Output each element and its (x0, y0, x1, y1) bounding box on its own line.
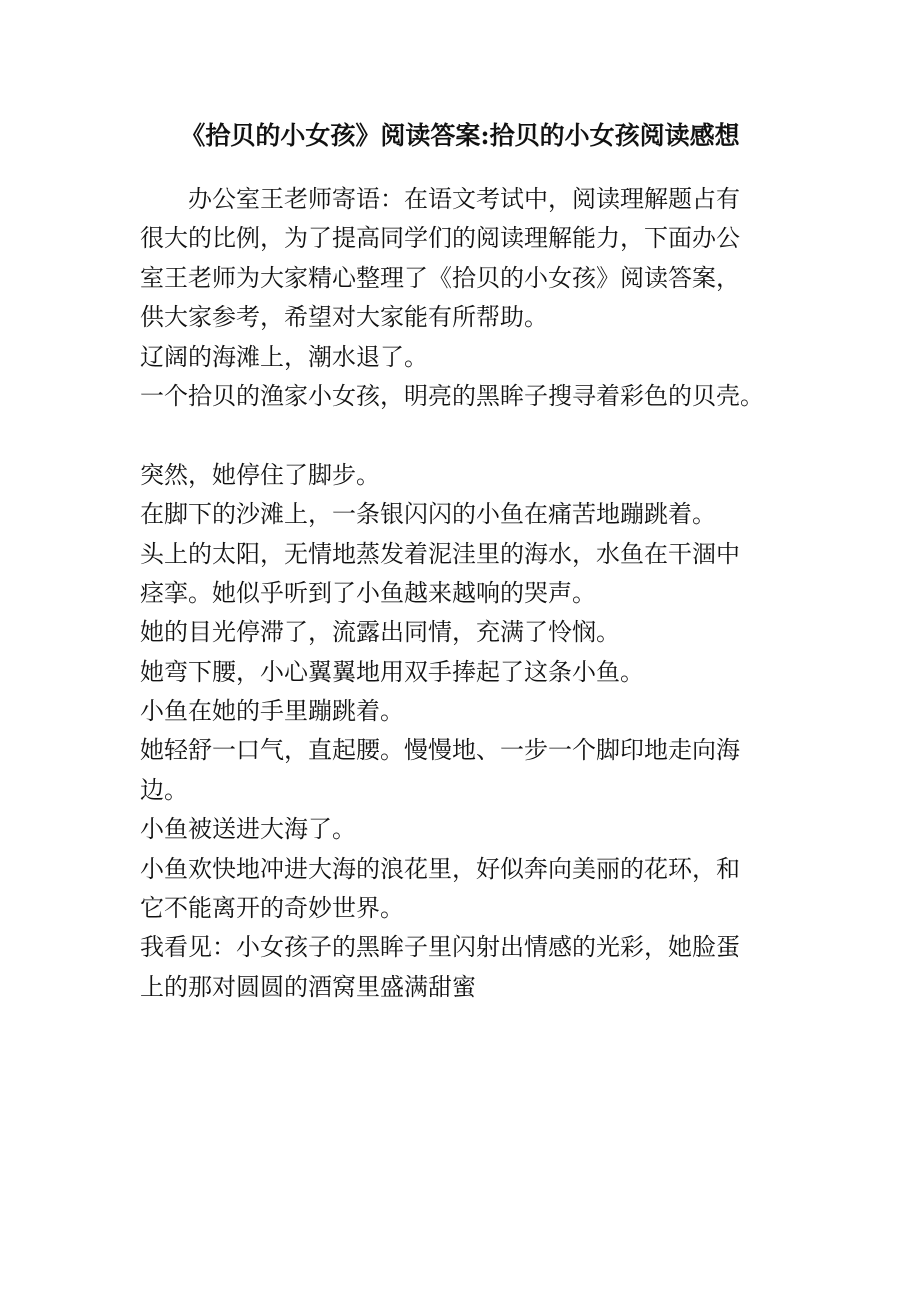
text-line: 供大家参考，希望对大家能有所帮助。 (140, 303, 548, 332)
document-body (140, 180, 780, 1007)
text-line: 小鱼被送进大海了。 (140, 815, 356, 844)
text-line: 她的目光停滞了，流露出同情，充满了怜悯。 (140, 618, 620, 647)
text-line: 她弯下腰，小心翼翼地用双手捧起了这条小鱼。 (140, 657, 644, 686)
text-line: 辽阔的海滩上，潮水退了。 (140, 342, 428, 371)
text-line: 一个拾贝的渔家小女孩，明亮的黑眸子搜寻着彩色的贝壳。 (140, 381, 764, 410)
text-line: 痉挛。她似乎听到了小鱼越来越响的哭声。 (140, 578, 596, 607)
blank-line (140, 416, 780, 455)
text-line: 室王老师为大家精心整理了《拾贝的小女孩》阅读答案， (140, 263, 740, 292)
text-line: 我看见：小女孩子的黑眸子里闪射出情感的光彩，她脸蛋 (140, 933, 740, 962)
text-line: 头上的太阳，无情地蒸发着泥洼里的海水，水鱼在干涸中 (140, 539, 740, 568)
text-line: 它不能离开的奇妙世界。 (140, 894, 404, 923)
text-line: 上的那对圆圆的酒窝里盛满甜蜜 (140, 972, 476, 1001)
text-line: 她轻舒一口气，直起腰。慢慢地、一步一个脚印地走向海 (140, 736, 740, 765)
text-line: 办公室王老师寄语：在语文考试中，阅读理解题占有 (188, 185, 740, 213)
text-line: 小鱼欢快地冲进大海的浪花里，好似奔向美丽的花环，和 (140, 854, 740, 883)
text-line: 在脚下的沙滩上，一条银闪闪的小鱼在痛苦地蹦跳着。 (140, 500, 716, 529)
text-line: 突然，她停住了脚步。 (140, 460, 380, 489)
document-title: 《拾贝的小女孩》阅读答案:拾贝的小女孩阅读感想 (180, 121, 740, 150)
text-line: 小鱼在她的手里蹦跳着。 (140, 697, 404, 726)
text-line: 很大的比例，为了提高同学们的阅读理解能力，下面办公 (140, 224, 740, 253)
text-line: 边。 (140, 775, 188, 804)
